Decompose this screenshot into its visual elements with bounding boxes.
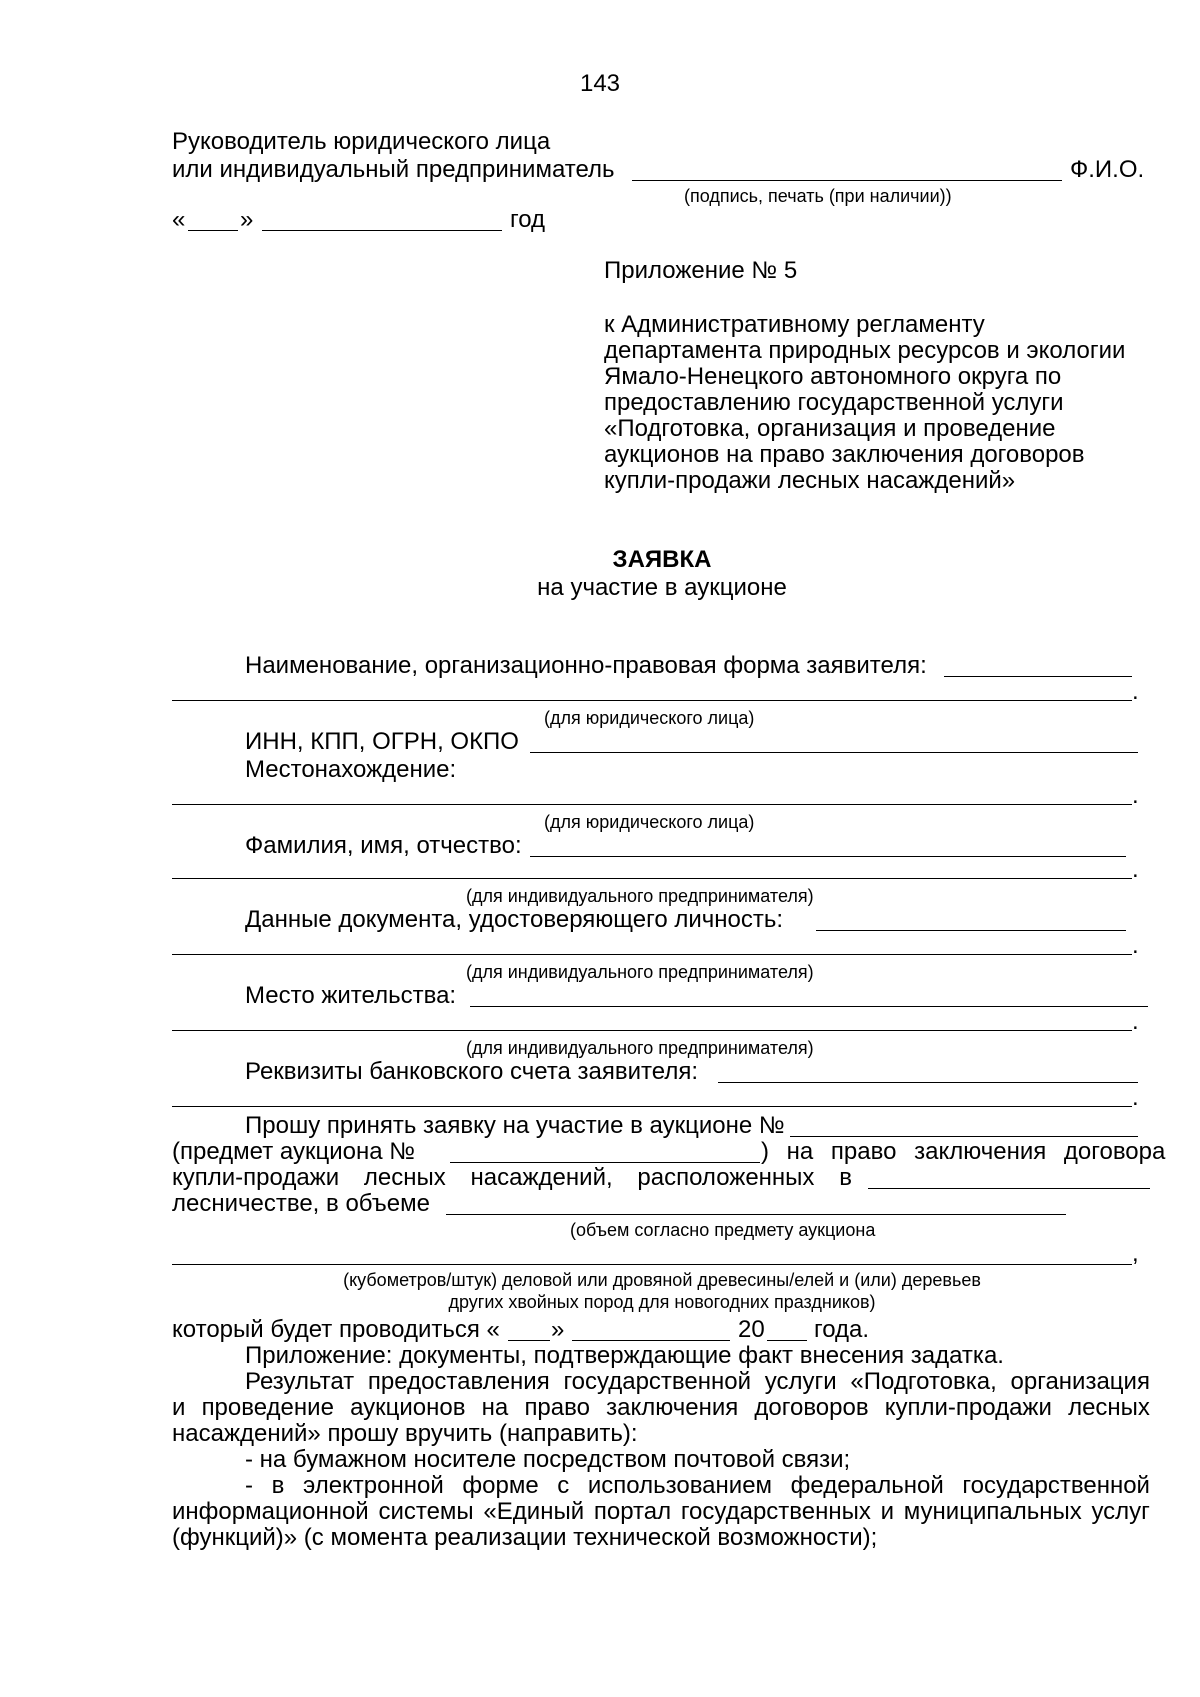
date-day-blank — [188, 230, 238, 231]
entrepreneur-note: (для индивидуального предпринимателя) — [466, 886, 814, 906]
period: . — [1132, 1008, 1139, 1035]
request-number-blank — [790, 1136, 1138, 1137]
option-word: государственных — [680, 1498, 871, 1525]
appendix-line: к Административному регламенту — [604, 311, 985, 338]
signature-line2: или индивидуальный предприниматель — [172, 156, 615, 183]
purchase-word: лесных — [363, 1164, 446, 1191]
result-word: проведение — [201, 1394, 334, 1421]
result-word: купли-продажи — [884, 1394, 1052, 1421]
held-day-blank — [508, 1340, 550, 1341]
residence-blank — [470, 1006, 1148, 1007]
attachment-text: Приложение: документы, подтверждающие факт внесения задатка. — [245, 1342, 1004, 1369]
name-label: Наименование, организационно-правовая форма заявителя: — [245, 652, 927, 679]
signature-caption: (подпись, печать (при наличии)) — [684, 186, 952, 206]
option-word: системы — [378, 1498, 474, 1525]
option-word: в — [271, 1472, 285, 1499]
subject-suffix — [761, 1138, 1165, 1166]
form-subtitle: на участие в аукционе — [537, 574, 787, 601]
option-word: - — [245, 1472, 253, 1499]
purchase-line — [172, 1164, 852, 1192]
appendix-line: департамента природных ресурсов и экологии — [604, 337, 1126, 364]
purchase-word: в — [839, 1164, 852, 1191]
result-word: государственной — [563, 1368, 752, 1395]
result-word: заключения — [606, 1394, 739, 1421]
option-word: муниципальных — [903, 1498, 1082, 1525]
held-year-blank — [767, 1340, 807, 1341]
result-line-1 — [245, 1368, 1150, 1396]
option-word: с — [557, 1472, 570, 1499]
legal-entity-note: (для юридического лица) — [544, 708, 755, 728]
fio-blank-line — [172, 878, 1132, 879]
result-line-2 — [172, 1394, 1150, 1422]
option-word: использованием — [587, 1472, 773, 1499]
forestry-label: лесничестве, в объеме — [172, 1190, 430, 1217]
entrepreneur-note: (для индивидуального предпринимателя) — [466, 1038, 814, 1058]
fio-label: Фамилия, имя, отчество: — [245, 832, 522, 859]
residence-label: Место жительства: — [245, 982, 457, 1009]
wood-note-2: других хвойных пород для новогодних праздников) — [448, 1292, 876, 1312]
result-word: договоров — [754, 1394, 869, 1421]
volume-blank-line — [172, 1264, 1132, 1265]
request-label: Прошу принять заявку на участие в аукционе № — [245, 1112, 785, 1139]
subject-prefix: (предмет аукциона № — [172, 1138, 415, 1165]
period: . — [1132, 782, 1139, 809]
result-word: право — [524, 1394, 590, 1421]
volume-blank — [446, 1214, 1066, 1215]
subject-number-blank — [450, 1162, 760, 1163]
purchase-word: купли-продажи — [172, 1164, 340, 1191]
date-year-label: год — [510, 206, 546, 233]
option-word: информационной — [172, 1498, 369, 1525]
option-electronic-line-3: (функций)» (с момента реализации технической возможности); — [172, 1524, 878, 1551]
id-doc-label: Данные документа, удостоверяющего личность: — [245, 906, 784, 933]
residence-blank-line — [172, 1030, 1132, 1031]
appendix-line: купли-продажи лесных насаждений» — [604, 467, 1016, 494]
appendix-line: «Подготовка, организация и проведение — [604, 415, 1056, 442]
appendix-line: Ямало-Ненецкого автономного округа по — [604, 363, 1062, 390]
held-year-suffix: года. — [814, 1316, 870, 1343]
bank-blank — [718, 1082, 1138, 1083]
purchase-word: насаждений, — [470, 1164, 613, 1191]
held-close-quote: » — [551, 1316, 565, 1343]
result-word: аукционов — [350, 1394, 466, 1421]
bank-blank-line — [172, 1106, 1132, 1107]
location-label: Местонахождение: — [245, 756, 457, 783]
forestry-name-blank — [868, 1188, 1150, 1189]
comma: , — [1132, 1240, 1139, 1267]
date-month-blank — [262, 230, 502, 231]
bank-label: Реквизиты банковского счета заявителя: — [245, 1058, 698, 1085]
location-blank-line — [172, 804, 1132, 805]
name-blank-line — [172, 700, 1132, 701]
held-text: который будет проводиться « — [172, 1316, 500, 1343]
result-word: предоставления — [367, 1368, 550, 1395]
option-word: и — [880, 1498, 895, 1525]
volume-note: (объем согласно предмету аукциона — [570, 1220, 876, 1240]
result-word: услуги — [764, 1368, 837, 1395]
fio-blank — [530, 856, 1126, 857]
option-electronic-line-2 — [172, 1498, 1150, 1526]
subject-suffix-text: ) на право заключения договора — [761, 1138, 1166, 1165]
period: . — [1132, 856, 1139, 883]
option-word: федеральной — [790, 1472, 944, 1499]
appendix-title: Приложение № 5 — [604, 257, 798, 284]
id-doc-blank — [816, 930, 1126, 931]
signature-blank — [632, 180, 1062, 181]
held-year-prefix: 20 — [738, 1316, 765, 1343]
result-word: лесных — [1068, 1394, 1150, 1421]
appendix-line: аукционов на право заключения договоров — [604, 441, 1085, 468]
date-open-quote: « — [172, 206, 186, 233]
date-close-quote: » — [240, 206, 254, 233]
option-word: услуг — [1091, 1498, 1150, 1525]
held-month-blank — [572, 1340, 730, 1341]
result-word: на — [481, 1394, 509, 1421]
option-electronic-line-1 — [245, 1472, 1150, 1500]
option-word: государственной — [962, 1472, 1150, 1499]
option-paper: - на бумажном носителе посредством почтовой связи; — [245, 1446, 851, 1473]
signature-line1: Руководитель юридического лица — [172, 128, 551, 155]
signature-fio: Ф.И.О. — [1070, 156, 1145, 183]
option-word: портал — [593, 1498, 672, 1525]
inn-blank — [530, 752, 1138, 753]
option-word: «Единый — [483, 1498, 585, 1525]
period: . — [1132, 1084, 1139, 1111]
name-blank — [944, 676, 1132, 677]
result-word: организация — [1010, 1368, 1150, 1395]
result-line-3: насаждений» прошу вручить (направить): — [172, 1420, 638, 1447]
period: . — [1132, 678, 1139, 705]
purchase-word: расположенных — [637, 1164, 815, 1191]
period: . — [1132, 932, 1139, 959]
form-title: ЗАЯВКА — [612, 546, 712, 573]
wood-note-1: (кубометров/штук) деловой или дровяной древесины/елей и (или) деревьев — [343, 1270, 981, 1290]
result-word: Результат — [245, 1368, 355, 1395]
inn-label: ИНН, КПП, ОГРН, ОКПО — [245, 728, 519, 755]
id-doc-blank-line — [172, 954, 1132, 955]
option-word: электронной — [302, 1472, 444, 1499]
legal-entity-note: (для юридического лица) — [544, 812, 755, 832]
option-word: форме — [462, 1472, 539, 1499]
entrepreneur-note: (для индивидуального предпринимателя) — [466, 962, 814, 982]
appendix-line: предоставлению государственной услуги — [604, 389, 1064, 416]
result-word: «Подготовка, — [850, 1368, 997, 1395]
result-word: и — [172, 1394, 186, 1421]
page-number: 143 — [579, 70, 621, 97]
